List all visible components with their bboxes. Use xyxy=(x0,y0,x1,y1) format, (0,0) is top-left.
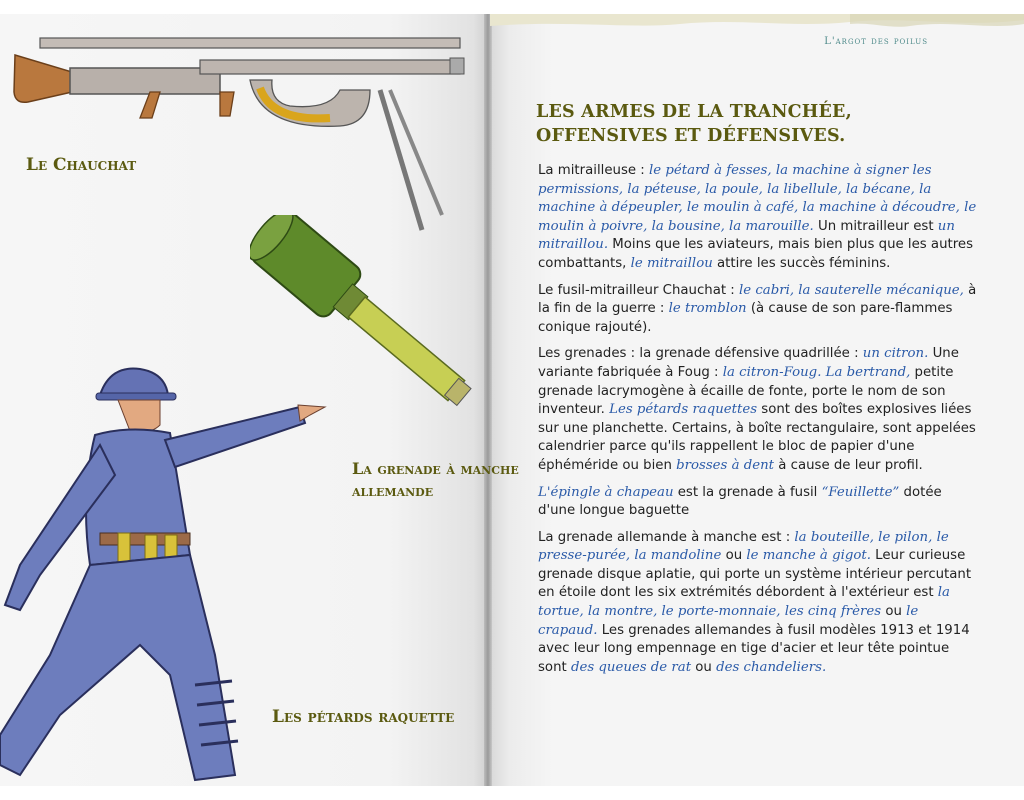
text-run: (à cause de son pare-flammes conique rajouté). xyxy=(538,301,953,335)
text-run: Moins que les aviateurs, mais bien plus que les autres combattants, xyxy=(538,237,974,271)
section-title xyxy=(536,100,976,148)
header-decoration xyxy=(490,14,1024,44)
text-run: ou xyxy=(691,659,717,675)
text-run: Leur curieuse grenade disque aplatie, qui porte un système intérieur percutant en étoile dont les six extrémités débordent à l'extérieur est xyxy=(538,548,972,601)
slang-terms: brosses à dent xyxy=(676,457,775,473)
text-run: à la fin de la guerre : xyxy=(538,282,977,317)
text-run: attire les succès féminins. xyxy=(712,255,891,271)
slang-terms: la bouteille, le pilon, le presse-purée, la mandoline xyxy=(538,529,949,564)
term-label: La mitrailleuse : xyxy=(538,163,649,178)
text-run: ou xyxy=(881,604,907,620)
slang-terms: le mitraillou xyxy=(630,255,713,271)
paragraph-grenade-allemande xyxy=(538,529,978,678)
caption-grenade-line1: La grenade à manche xyxy=(352,459,519,478)
paragraph-grenades xyxy=(538,345,978,475)
slang-terms: des chandeliers. xyxy=(716,659,827,675)
caption-grenade-line2: allemande xyxy=(352,481,434,500)
running-header: L'argot des poilus xyxy=(824,36,928,47)
slang-terms: le tromblon xyxy=(668,301,747,317)
text-run: dotée d'une longue baguette xyxy=(538,484,942,519)
chauchat-illustration xyxy=(10,30,470,240)
text-run: est la grenade à fusil xyxy=(673,484,822,500)
slang-terms: des queues de rat xyxy=(570,659,692,675)
slang-terms: un mitraillou. xyxy=(538,218,955,253)
slang-terms: le pétard à fesses, la machine à signer les permissions, la péteuse, la poule, la libellule, la bécane, la machine à dépeupler, le moulin à café, la machine à découdre, le moulin à poivre, la bousine, la marouille. xyxy=(538,163,977,234)
slang-terms: la tortue, la montre, le porte-monnaie, les cinq frères xyxy=(538,585,950,620)
term-label: Le fusil-mitrailleur Chauchat : xyxy=(538,282,739,298)
caption-petards: Les pétards raquette xyxy=(272,707,455,727)
slang-terms: le manche à gigot. xyxy=(746,548,871,564)
text-run: Une variante fabriquée à Foug : xyxy=(538,346,959,380)
text-run: Les grenades allemandes à fusil modèles 1913 et 1914 avec leur long empennage en tige d'acier et leur tête pointue sont xyxy=(538,622,970,675)
slang-terms: Les pétards raquettes xyxy=(609,402,758,418)
text-run: Un mitrailleur est xyxy=(813,218,938,234)
text-run: la grenade défensive quadrillée : xyxy=(639,346,863,362)
slang-terms: le crapaud. xyxy=(538,604,919,638)
section-title-line1: LES ARMES DE LA TRANCHÉE, xyxy=(536,102,852,122)
section-title-line2: OFFENSIVES ET DÉFENSIVES. xyxy=(536,126,846,146)
text-run: sont des boîtes explosives liées sur une planchette. Certains, à boîte rectangulaire, sont appelées calendrier parce qu'ils rappellent le bloc de papier d'une éphéméride ou bien xyxy=(538,402,976,473)
term-label: Les grenades : xyxy=(538,346,640,362)
text-run: petite grenade lacrymogène à écaille de fonte, porte le nom de son inventeur. xyxy=(538,364,954,418)
book-gutter xyxy=(484,14,492,786)
slang-terms: L'épingle à chapeau xyxy=(538,484,674,500)
slang-terms: “Feuillette” xyxy=(821,484,900,500)
body-text xyxy=(538,162,978,685)
paragraph-epingle xyxy=(538,484,978,521)
text-run: ou xyxy=(721,548,747,564)
slang-terms: la citron-Foug. La bertrand, xyxy=(722,364,911,380)
paragraph-mitrailleuse xyxy=(538,162,978,274)
slang-terms: le cabri, la sauterelle mécanique, xyxy=(739,282,964,298)
slang-terms: un citron. xyxy=(862,346,929,362)
term-label: La grenade allemande à manche est : xyxy=(538,529,795,545)
caption-chauchat: Le Chauchat xyxy=(26,155,137,175)
text-run: à cause de leur profil. xyxy=(774,457,923,473)
paragraph-chauchat xyxy=(538,282,978,338)
